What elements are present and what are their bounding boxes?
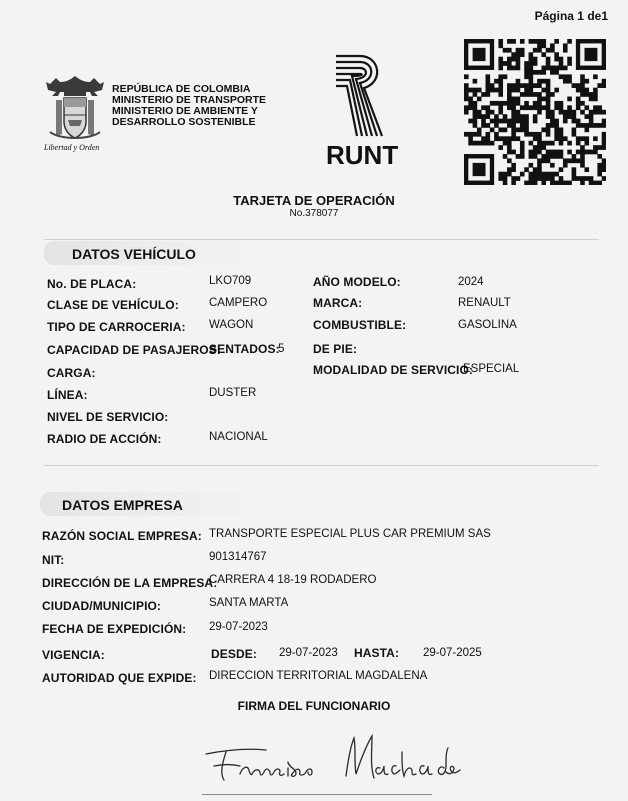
sentados-label: SENTADOS: (209, 342, 280, 356)
combustible-value: GASOLINA (458, 319, 517, 331)
desde-value: 29-07-2023 (279, 647, 338, 659)
nivel-label: NIVEL DE SERVICIO: (47, 410, 169, 424)
modelo-value: 2024 (458, 276, 484, 288)
page-indicator: Página 1 de1 (534, 9, 608, 23)
motto-text: Libertad y Orden (44, 143, 100, 152)
razon-label: RAZÓN SOCIAL EMPRESA: (42, 529, 202, 543)
clase-label: CLASE DE VEHÍCULO: (47, 298, 179, 312)
ministry-line: MINISTERIO DE AMBIENTE Y (112, 105, 258, 117)
ministry-line: REPÚBLICA DE COLOMBIA (112, 83, 251, 95)
section-divider (44, 465, 599, 466)
modelo-label: AÑO MODELO: (313, 275, 401, 289)
signature-line (202, 794, 432, 795)
runt-logo-text: RUNT (326, 140, 399, 170)
runt-logo-icon (330, 52, 390, 140)
sentados-value: 5 (278, 343, 285, 355)
linea-label: LÍNEA: (47, 388, 88, 402)
hasta-value: 29-07-2025 (423, 647, 482, 659)
modalidad-label: MODALIDAD DE SERVICIO: (313, 363, 473, 377)
ministry-block (112, 84, 266, 128)
depie-label: DE PIE: (313, 342, 358, 356)
company-section-title: DATOS EMPRESA (62, 497, 183, 513)
marca-value: RENAULT (458, 297, 511, 309)
clase-value: CAMPERO (209, 297, 268, 309)
fecha-label: FECHA DE EXPEDICIÓN: (42, 622, 187, 636)
section-divider (44, 239, 599, 240)
modalidad-value: ESPECIAL (463, 363, 520, 375)
combustible-label: COMBUSTIBLE: (313, 318, 407, 332)
document-number: No.378077 (289, 208, 339, 219)
direccion-label: DIRECCIÓN DE LA EMPRESA: (42, 576, 218, 590)
vigencia-label: VIGENCIA: (42, 648, 105, 662)
signature-title: FIRMA DEL FUNCIONARIO (237, 699, 391, 713)
qr-code-icon (464, 39, 606, 185)
placa-label: No. DE PLACA: (47, 277, 137, 291)
linea-value: DUSTER (209, 387, 257, 399)
nit-label: NIT: (42, 553, 65, 567)
vehicle-section-title: DATOS VEHÍCULO (72, 246, 196, 262)
capacidad-label: CAPACIDAD DE PASAJEROS: (47, 343, 221, 357)
coat-of-arms-icon (42, 74, 108, 144)
carga-label: CARGA: (47, 366, 96, 380)
radio-label: RADIO DE ACCIÓN: (47, 432, 162, 446)
document-title: TARJETA DE OPERACIÓN (233, 193, 395, 208)
ciudad-value: SANTA MARTA (209, 597, 289, 609)
desde-label: DESDE: (211, 647, 257, 661)
hasta-label: HASTA: (354, 646, 400, 660)
fecha-value: 29-07-2023 (209, 621, 268, 633)
handwritten-signature (196, 722, 466, 792)
carroceria-label: TIPO DE CARROCERIA: (47, 320, 186, 334)
autoridad-label: AUTORIDAD QUE EXPIDE: (42, 671, 197, 685)
ciudad-label: CIUDAD/MUNICIPIO: (42, 599, 162, 613)
placa-value: LKO709 (209, 275, 252, 287)
marca-label: MARCA: (313, 296, 363, 310)
nit-value: 901314767 (209, 551, 267, 563)
radio-value: NACIONAL (209, 431, 268, 443)
autoridad-value: DIRECCION TERRITORIAL MAGDALENA (209, 670, 428, 682)
direccion-value: CARRERA 4 18-19 RODADERO (209, 574, 377, 586)
razon-value: TRANSPORTE ESPECIAL PLUS CAR PREMIUM SAS (209, 528, 491, 540)
carroceria-value: WAGON (209, 319, 254, 331)
ministry-line: DESARROLLO SOSTENIBLE (112, 116, 256, 128)
ministry-line: MINISTERIO DE TRANSPORTE (112, 94, 267, 106)
